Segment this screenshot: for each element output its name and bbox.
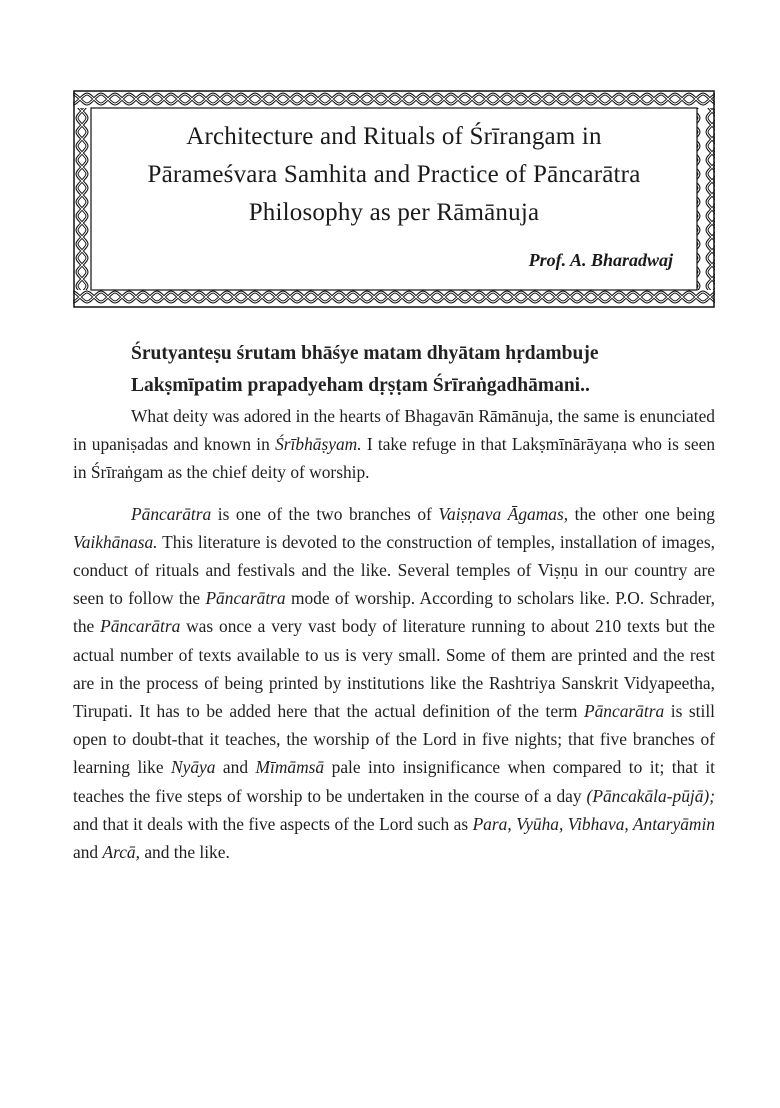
text-run: is one of the two branches of — [211, 503, 439, 524]
italic-term: Arcā, — [102, 842, 140, 863]
title-line-1: Architecture and Rituals of Śrīrangam in — [186, 123, 602, 150]
paragraph-2 — [73, 500, 715, 867]
paragraph-1 — [73, 402, 715, 487]
italic-term: Vaiṣṇava Āgamas, — [438, 503, 569, 524]
italic-term: Mīmāmsā — [255, 757, 325, 778]
author-name: Prof. A. Bharadwaj — [528, 250, 673, 270]
body-text — [73, 402, 715, 866]
verse-line-2: Lakṣmīpatim prapadyeham dṛṣṭam Śrīraṅgadhāmani.. — [131, 375, 590, 396]
text-run: and that it deals with the five aspects of the Lord such as — [73, 813, 473, 834]
italic-term: Vaikhānasa. — [73, 531, 158, 552]
text-run: What deity was adored in the hearts of Bhagavān Rāmānuja, the same is enunciated in upaniṣadas and known in — [73, 406, 715, 455]
text-run: This literature is devoted to the construction of temples, installation of images, conduct of rituals and festivals and the like. Several temples of Viṣṇu in our country are seen to follow the — [73, 531, 715, 609]
title-block — [113, 118, 675, 232]
italic-term: Śrībhāṣyam. — [275, 434, 362, 455]
title-line-2: Pārameśvara Samhita and Practice of Pāncarātra — [147, 161, 641, 188]
verse-line-1: Śrutyanteṣu śrutam bhāśye matam dhyātam hṛdambuje — [131, 343, 599, 364]
italic-term: Pāncarātra — [131, 503, 212, 524]
italic-term: (Pāncakāla-pūjā); — [586, 785, 715, 806]
text-run: mode of worship. According to scholars like. P.O. Schrader, the — [73, 588, 716, 637]
text-run: and — [73, 842, 103, 863]
italic-term: Pāncarātra — [100, 616, 181, 637]
italic-term: Nyāya — [171, 757, 216, 778]
title-frame — [73, 90, 715, 308]
italic-term: Pāncarātra — [583, 701, 665, 722]
title-line-3: Philosophy as per Rāmānuja — [248, 199, 540, 226]
text-run: and — [215, 757, 256, 778]
text-run: I take refuge in that Lakṣmīnārāyaṇa who is seen in Śrīraṅgam as the chief deity of worship. — [73, 434, 716, 483]
italic-term: Para, Vyūha, Vibhava, Antaryāmin — [472, 813, 715, 834]
invocation-verse — [131, 338, 731, 402]
italic-term: Pāncarātra — [205, 588, 286, 609]
text-run: was once a very vast body of literature running to about 210 texts but the actual number of texts available to us is very small. Some of them are printed and the rest are in the process of being printed by institutions like the Rashtriya Sanskrit Vidyapeetha, Tirupati. It has to be added here that the actual definition of the term — [73, 616, 716, 722]
text-run: is still open to doubt-that it teaches, the worship of the Lord in five nights; that five branches of learning like — [73, 701, 716, 778]
text-run: and the like. — [139, 842, 230, 863]
text-run: pale into insignificance when compared to it; that it teaches the five steps of worship to be undertaken in the course of a day — [73, 757, 715, 806]
text-run: the other one being — [568, 503, 715, 524]
